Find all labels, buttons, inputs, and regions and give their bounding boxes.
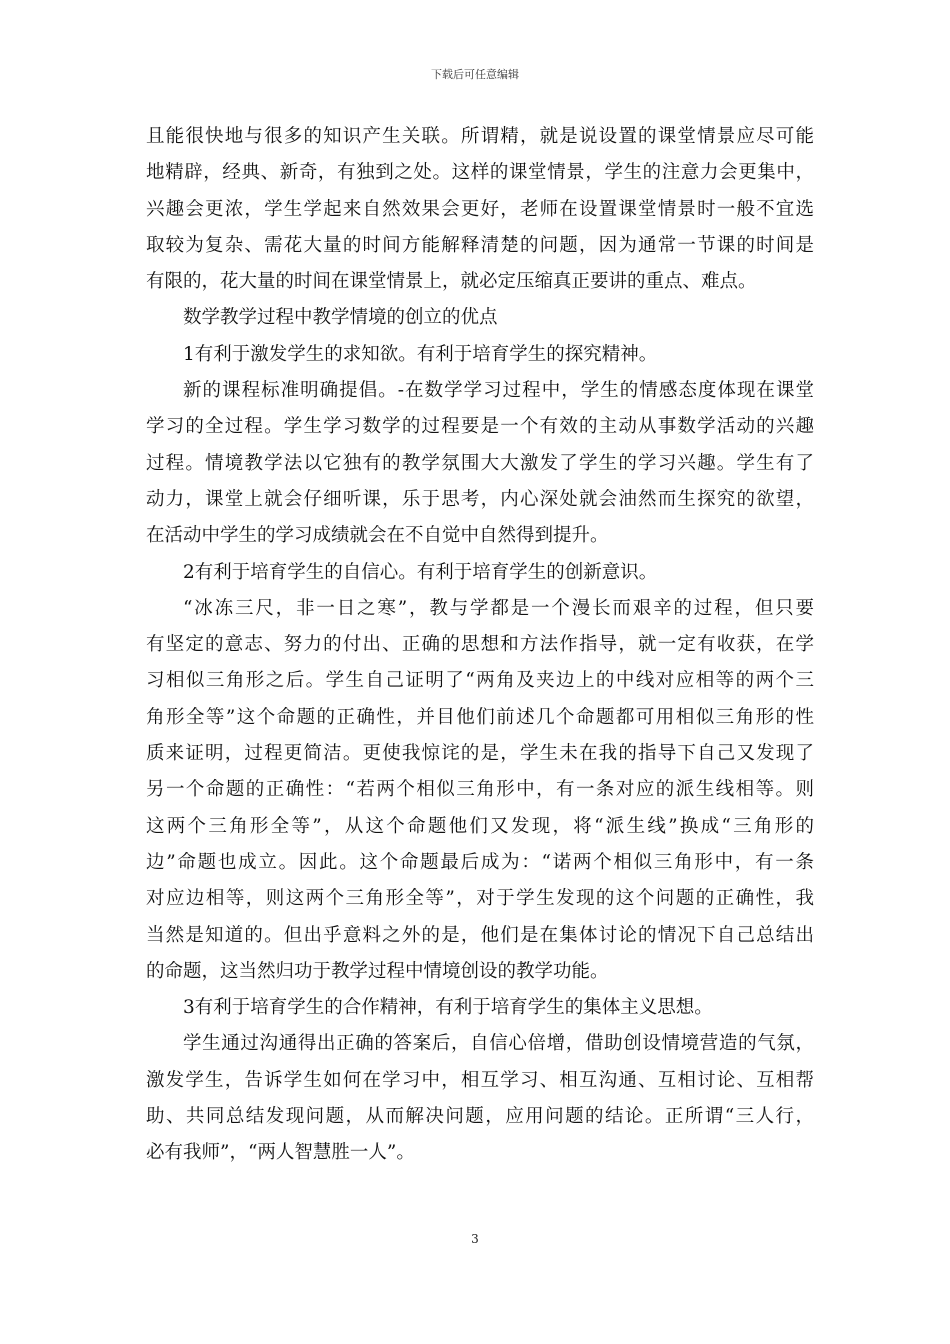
text-line: 2有利于培育学生的自信心。有利于培育学生的创新意识。 bbox=[183, 561, 658, 583]
text-line: 习相似三角形之后。学生自己证明了“两角及夹边上的中线对应相等的两个三 bbox=[146, 670, 814, 692]
text-line: 过程。情境教学法以它独有的教学氛围大大激发了学生的学习兴趣。学生有了 bbox=[146, 452, 814, 474]
text-line: “冰冻三尺，非一日之寒”，教与学都是一个漫长而艰辛的过程，但只要 bbox=[183, 597, 814, 619]
text-line: 动力，课堂上就会仔细听课，乐于思考，内心深处就会油然而生探究的欲望， bbox=[146, 488, 814, 510]
text-line: 有限的，花大量的时间在课堂情景上，就必定压缩真正要讲的重点、难点。 bbox=[146, 271, 757, 293]
text-line: 有坚定的意志、努力的付出、正确的思想和方法作指导，就一定有收获，在学 bbox=[146, 634, 814, 656]
text-line: 1有利于激发学生的求知欲。有利于培育学生的探究精神。 bbox=[183, 343, 658, 365]
text-line: 取较为复杂、需花大量的时间方能解释清楚的问题，因为通常一节课的时间是 bbox=[146, 234, 814, 256]
page-number: 3 bbox=[471, 1232, 479, 1246]
text-line: 数学教学过程中教学情境的创立的优点 bbox=[183, 307, 498, 329]
text-line: 且能很快地与很多的知识产生关联。所谓精，就是说设置的课堂情景应尽可能 bbox=[146, 126, 814, 147]
text-line: 另一个命题的正确性：“若两个相似三角形中，有一条对应的派生线相等。则 bbox=[146, 779, 814, 801]
text-line: 地精辟，经典、新奇，有独到之处。这样的课堂情景，学生的注意力会更集中， bbox=[146, 162, 814, 184]
page-header: 下载后可任意编辑 bbox=[431, 68, 519, 81]
text-line: 这两个三角形全等”，从这个命题他们又发现，将“派生线”换成“三角形的 bbox=[146, 815, 814, 837]
text-line: 对应边相等，则这两个三角形全等”，对于学生发现的这个问题的正确性，我 bbox=[146, 888, 814, 910]
text-line: 质来证明，过程更简洁。更使我惊诧的是，学生未在我的指导下自己又发现了 bbox=[146, 743, 814, 765]
body-text bbox=[146, 119, 814, 1172]
text-line: 在活动中学生的学习成绩就会在不自觉中自然得到提升。 bbox=[146, 525, 609, 547]
text-line: 学生通过沟通得出正确的答案后，自信心倍增，借助创设情境营造的气氛， bbox=[183, 1033, 814, 1055]
text-line: 的命题，这当然归功于教学过程中情境创设的教学功能。 bbox=[146, 960, 609, 982]
text-line: 边”命题也成立。因此。这个命题最后成为：“诺两个相似三角形中，有一条 bbox=[146, 851, 814, 873]
text-line: 兴趣会更浓，学生学起来自然效果会更好，老师在设置课堂情景时一般不宜选 bbox=[146, 198, 814, 220]
text-line: 激发学生，告诉学生如何在学习中，相互学习、相互沟通、互相讨论、互相帮 bbox=[146, 1069, 814, 1091]
text-line: 必有我师”，“两人智慧胜一人”。 bbox=[146, 1142, 415, 1164]
text-line: 学习的全过程。学生学习数学的过程要是一个有效的主动从事数学活动的兴趣 bbox=[146, 416, 814, 438]
text-line: 角形全等”这个命题的正确性，并目他们前述几个命题都可用相似三角形的性 bbox=[146, 706, 814, 728]
text-line: 助、共同总结发现问题，从而解决问题，应用问题的结论。正所谓“三人行， bbox=[146, 1106, 814, 1128]
text-line: 3有利于培育学生的合作精神，有利于培育学生的集体主义思想。 bbox=[183, 997, 713, 1019]
text-line: 新的课程标准明确提倡。-在数学学习过程中，学生的情感态度体现在课堂 bbox=[183, 380, 814, 402]
text-line: 当然是知道的。但出乎意料之外的是，他们是在集体讨论的情况下自己总结出 bbox=[146, 924, 814, 946]
